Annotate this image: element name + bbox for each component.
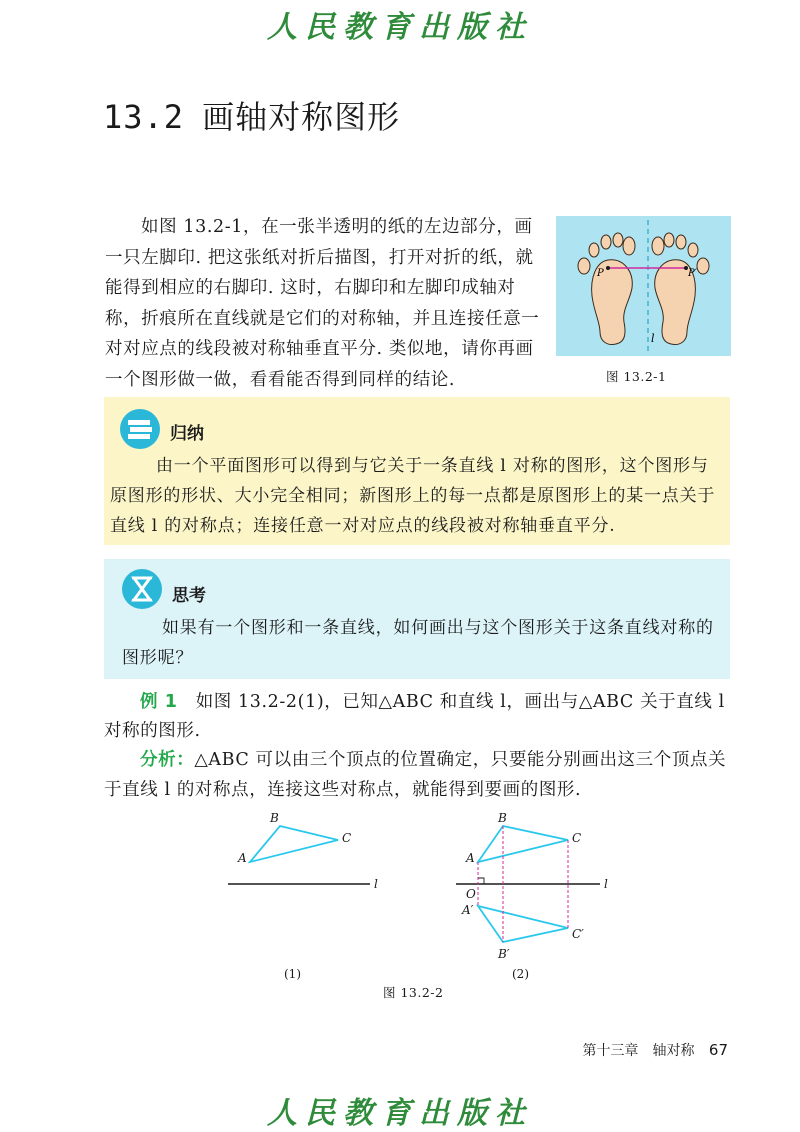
triangle-abc-2 <box>478 826 568 862</box>
think-heading: 思考 <box>172 586 206 606</box>
label-p: P <box>597 268 604 279</box>
figure2-caption: 图 13.2-2 <box>383 985 444 1000</box>
label-a-1: A <box>238 851 247 865</box>
label-l-1: l <box>374 877 378 891</box>
label-c-prime: C′ <box>572 927 584 941</box>
example-text: 如图 13.2-2(1)，已知△ABC 和直线 l，画出与△ABC 关于直线 l 对称的图形. <box>104 692 725 741</box>
label-b-prime: B′ <box>498 947 510 961</box>
triangle-abc-1 <box>250 826 338 862</box>
footer-chapter: 第十三章 轴对称 <box>582 1043 695 1059</box>
label-a-prime: A′ <box>462 903 474 917</box>
subcaption-2: (2) <box>512 967 529 981</box>
label-l: l <box>651 332 655 345</box>
analysis-label: 分析： <box>140 750 195 770</box>
figure1-caption: 图 13.2-1 <box>606 369 667 384</box>
figure2-part1 <box>228 811 378 891</box>
summary-heading: 归纳 <box>170 424 204 444</box>
label-b-2: B <box>498 811 507 825</box>
label-a-2: A <box>466 851 475 865</box>
label-b-1: B <box>270 811 279 825</box>
summary-text: 由一个平面图形可以得到与它关于一条直线 l 对称的图形，这个图形与原图形的形状、大小完全相同；新图形上的每一点都是原图形上的某一点关于直线 l 的对称点；连接任意一对对应点的线段被对称轴垂直平分. <box>110 456 716 536</box>
label-o: O <box>466 887 476 901</box>
page-number: 67 <box>708 1041 728 1059</box>
right-angle-mark <box>478 878 484 884</box>
label-c-1: C <box>342 831 352 845</box>
analysis-text: △ABC 可以由三个顶点的位置确定，只要能分别画出这三个顶点关于直线 l 的对称点，连接这些对称点，就能得到要画的图形. <box>104 750 727 800</box>
section-title-text: 画轴对称图形 <box>202 98 401 136</box>
section-number: 13.2 <box>103 98 185 136</box>
label-p-prime: P′ <box>688 268 697 279</box>
triangle-a2b2c2 <box>478 906 568 942</box>
label-c-2: C <box>572 831 582 845</box>
think-text: 如果有一个图形和一条直线，如何画出与这个图形关于这条直线对称的图形呢？ <box>122 618 714 668</box>
label-l-2: l <box>604 877 608 891</box>
figure2-part2 <box>456 811 608 961</box>
subcaption-1: (1) <box>284 967 301 981</box>
publisher-logo-top: 人民教育出版社 <box>267 10 533 45</box>
example-label: 例 1 <box>140 692 178 712</box>
page-footer <box>582 1040 728 1060</box>
intro-paragraph: 如图 13.2-1，在一张半透明的纸的左边部分，画一只左脚印. 把这张纸对折后描图，打开对折的纸，就能得到相应的右脚印. 这时，右脚印和左脚印成轴对称，折痕所在直线就是它们的对称轴，并且连接任意一对对应点的线段被对称轴垂直平分. 类似地，请你再画一个图形做一做，看看能否得到同样的结论. <box>105 217 540 390</box>
publisher-logo-bottom: 人民教育出版社 <box>267 1096 533 1131</box>
